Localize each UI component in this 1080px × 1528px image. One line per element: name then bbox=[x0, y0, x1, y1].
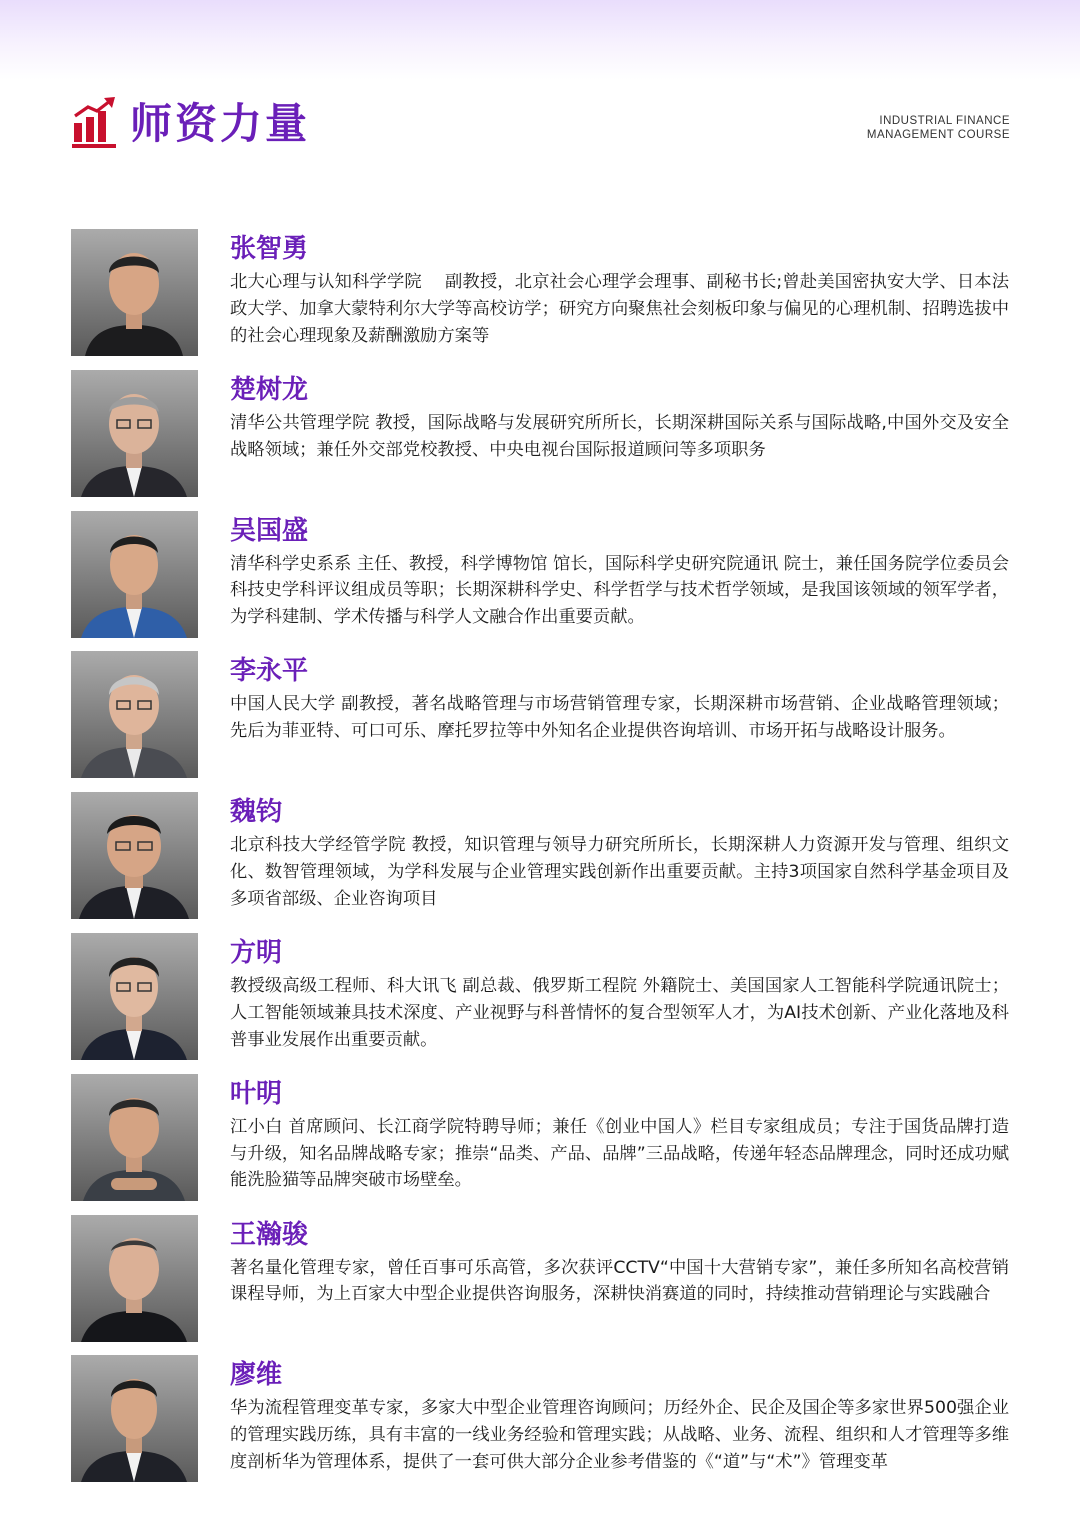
teacher-name: 张智勇 bbox=[230, 234, 309, 264]
teacher-card bbox=[71, 229, 1011, 357]
teacher-card bbox=[71, 651, 1011, 779]
teacher-name: 方明 bbox=[230, 937, 283, 968]
teacher-name: 廖维 bbox=[230, 1360, 283, 1391]
teacher-photo bbox=[71, 1215, 198, 1342]
teacher-name: 楚树龙 bbox=[230, 374, 309, 405]
bar-chart-growth-icon bbox=[72, 96, 118, 150]
teacher-photo bbox=[71, 651, 198, 778]
teacher-bio: 华为流程管理变革专家，多家大中型企业管理咨询顾问；历经外企、民企及国企等多家世界500强企业的管理实践历练，具有丰富的一线业务经验和管理实践；从战略、业务、流程、组织和人才管理等多维度剖析华为管理体系，提供了一套可供大部分企业参考借鉴的《“道”与“术”》管理变革 bbox=[230, 1398, 1009, 1472]
teacher-bio: 著名量化管理专家，曾任百事可乐高管，多次获评CCTV“中国十大营销专家”，兼任多所知名高校营销课程导师，为上百家大中型企业提供咨询服务，深耕快消赛道的同时，持续推动营销理论与实践融合 bbox=[230, 1257, 1009, 1305]
teacher-photo bbox=[71, 511, 198, 638]
course-tag-line2: MANAGEMENT COURSE bbox=[866, 129, 1010, 141]
teacher-list bbox=[71, 229, 1011, 1496]
teacher-photo bbox=[71, 1074, 198, 1201]
teacher-card bbox=[71, 1355, 1011, 1483]
teacher-bio: 北京科技大学经管学院 教授，知识管理与领导力研究所所长，长期深耕人力资源开发与管理、组织文化、数智管理领域，为学科发展与企业管理实践创新作出重要贡献。主持3项国家自然科学基金项目及多项省部级、企业咨询项目 bbox=[230, 835, 1009, 909]
teacher-name: 王瀚骏 bbox=[230, 1219, 309, 1250]
teacher-photo bbox=[71, 370, 198, 497]
teacher-card bbox=[71, 792, 1011, 920]
teacher-photo bbox=[71, 1355, 198, 1482]
teacher-bio: 清华公共管理学院 教授，国际战略与发展研究所所长，长期深耕国际关系与国际战略,中国外交及安全战略领域；兼任外交部党校教授、中央电视台国际报道顾问等多项职务 bbox=[230, 412, 1009, 460]
top-gradient-band bbox=[0, 0, 1080, 80]
teacher-card bbox=[71, 1215, 1011, 1343]
course-tag-line1: INDUSTRIAL FINANCE bbox=[879, 115, 1010, 127]
course-tag bbox=[867, 114, 1010, 142]
teacher-bio: 教授级高级工程师、科大讯飞 副总裁、俄罗斯工程院 外籍院士、美国国家人工智能科学院通讯院士；人工智能领域兼具技术深度、产业视野与科普情怀的复合型领军人才，为AI技术创新、产业化落地及科普事业发展作出重要贡献。 bbox=[230, 975, 1009, 1050]
teacher-name: 李永平 bbox=[230, 656, 309, 687]
teacher-photo bbox=[71, 792, 198, 919]
page-title: 师资力量 bbox=[130, 99, 311, 148]
teacher-bio: 清华科学史系系 主任、教授，科学博物馆 馆长，国际科学史研究院通讯 院士，兼任国务院学位委员会科技史学科评议组成员等职；长期深耕科学史、科学哲学与技术哲学领域，是我国该领域的领军学者，为学科建制、学术传播与科学人文融合作出重要贡献。 bbox=[230, 553, 1009, 628]
teacher-photo bbox=[71, 229, 198, 356]
teacher-name: 魏钧 bbox=[230, 797, 283, 828]
teacher-card bbox=[71, 1074, 1011, 1202]
teacher-bio: 中国人民大学 副教授，著名战略管理与市场营销管理专家，长期深耕市场营销、企业战略管理领域；先后为菲亚特、可口可乐、摩托罗拉等中外知名企业提供咨询培训、市场开拓与战略设计服务。 bbox=[230, 694, 1009, 742]
teacher-card bbox=[71, 511, 1011, 639]
page-header bbox=[72, 92, 1010, 162]
teacher-bio: 江小白 首席顾问、长江商学院特聘导师；兼任《创业中国人》栏目专家组成员；专注于国货品牌打造与升级，知名品牌战略专家；推崇“品类、产品、品牌”三品战略，传递年轻态品牌理念，同时还成功赋能洗脸猫等品牌突破市场壁垒。 bbox=[230, 1116, 1009, 1191]
teacher-name: 叶明 bbox=[230, 1078, 283, 1109]
teacher-photo bbox=[71, 933, 198, 1060]
teacher-bio: 北大心理与认知科学学院 副教授，北京社会心理学会理事、副秘书长;曾赴美国密执安大学、日本法政大学、加拿大蒙特利尔大学等高校访学；研究方向聚焦社会刻板印象与偏见的心理机制、招聘选拔中的社会心理现象及薪酬激励方案等 bbox=[230, 272, 1009, 346]
teacher-name: 吴国盛 bbox=[230, 515, 309, 546]
teacher-card bbox=[71, 933, 1011, 1061]
teacher-card bbox=[71, 370, 1011, 498]
